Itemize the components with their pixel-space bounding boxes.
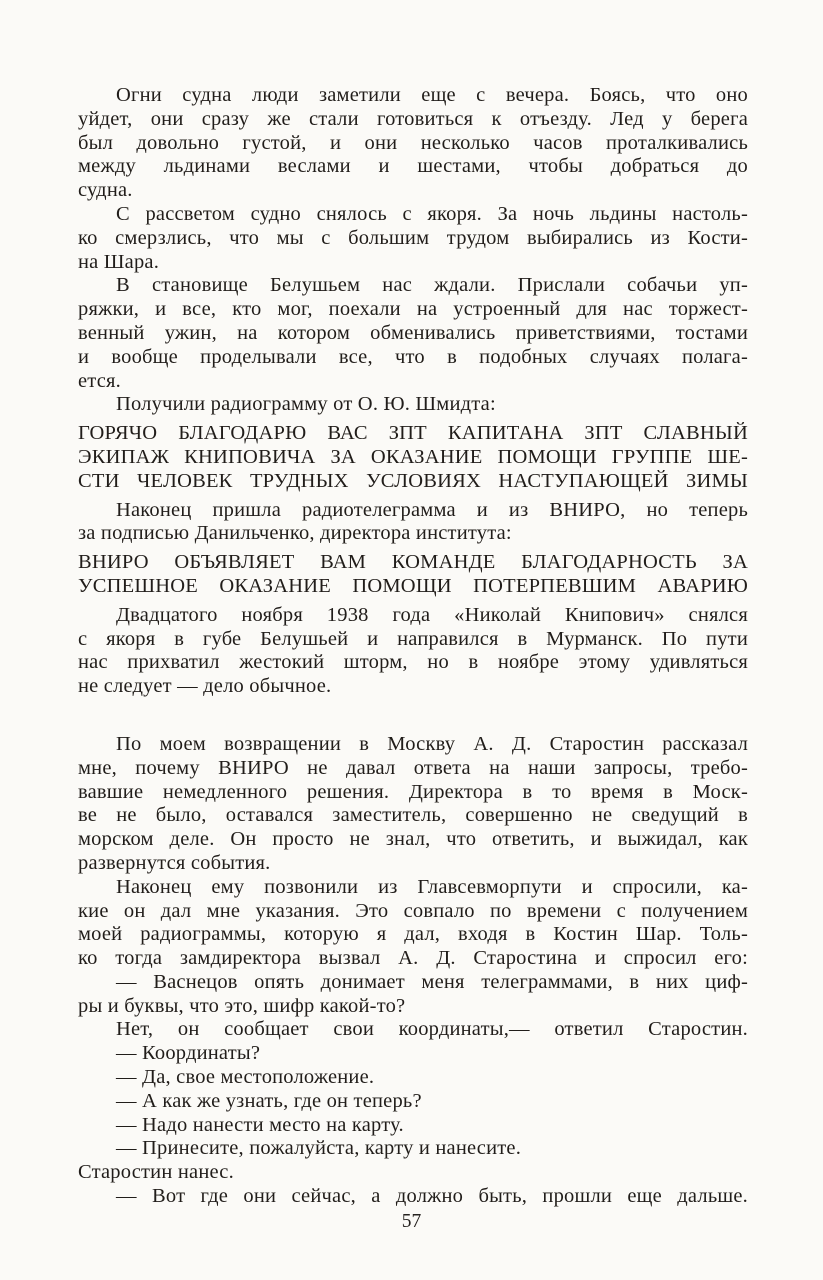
paragraph [78,203,748,274]
text-line: нас прихватил жестокий шторм, но в ноябре этому удивляться [78,651,748,674]
text-line: ве не было, оставался заместитель, совершенно не сведущий в [78,804,748,827]
paragraph [78,1018,748,1042]
text-line: вавшие немедленного решения. Директора в то время в Моск- [78,780,748,803]
paragraph [78,393,748,417]
page-number: 57 [401,1211,422,1232]
text-line: между льдинами веслами и шестами, чтобы добраться до [78,155,748,178]
text-line: и вообще проделывали все, что в подобных случаях полага- [78,345,748,368]
text-line: В становище Белушьем нас ждали. Прислали собачьи уп- [116,274,748,297]
text-line: уйдет, они сразу же стали готовиться к отъезду. Лед у берега [78,107,748,130]
text-line: венный ужин, на котором обменивались приветствиями, тостами [78,321,748,344]
text-line: ется. [78,369,121,392]
paragraph [78,1114,748,1138]
text-line: ко смерзлись, что мы с большим трудом выбирались из Кости- [78,226,748,249]
text-line: Двадцатого ноября 1938 года «Николай Книпович» снялся [116,603,748,626]
text-line: Огни судна люди заметили еще с вечера. Боясь, что оно [116,84,748,106]
paragraph [78,1185,748,1209]
paragraph [78,733,748,876]
paragraph [78,971,748,1019]
text-line: морском деле. Он просто не знал, что ответить, и выжидал, как [78,828,748,851]
text-line: ряжки, и все, кто мог, поехали на устроенный для нас торжест- [78,298,748,321]
text-line: ко тогда замдиректора вызвал А. Д. Старостина и спросил его: [78,947,748,970]
text-line: ЭКИПАЖ КНИПОВИЧА ЗА ОКАЗАНИЕ ПОМОЩИ ГРУППЕ ШЕ- [78,445,748,468]
paragraph [78,84,748,203]
telegram-block [78,422,748,493]
text-line: По моем возвращении в Москву А. Д. Старостин рассказал [116,732,748,755]
paragraph [78,876,748,971]
text-line: — Вот где они сейчас, а должно быть, прошли еще дальше. [116,1185,748,1208]
paragraph [78,604,748,699]
text-line: не следует — дело обычное. [78,675,332,698]
text-line: ры и буквы, что это, шифр какой-то? [78,994,406,1017]
text-line: ГОРЯЧО БЛАГОДАРЮ ВАС ЗПТ КАПИТАНА ЗПТ СЛАВНЫЙ [78,422,748,445]
text-line: с якоря в губе Белушьей и направился в Мурманск. По пути [78,627,748,650]
text-line: УСПЕШНОЕ ОКАЗАНИЕ ПОМОЩИ ПОТЕРПЕВШИМ АВАРИЮ [78,574,748,597]
paragraph [78,1161,748,1185]
text-line: судна. [78,179,133,202]
text-line: Старостин нанес. [78,1161,234,1184]
text-column [78,84,748,1209]
text-line: кие он дал мне указания. Это совпало по времени с получением [78,899,748,922]
text-line: Наконец ему позвонили из Главсевморпути и спросили, ка- [116,875,748,898]
paragraph [78,1137,748,1161]
text-line: — Принесите, пожалуйста, карту и нанесите. [116,1137,522,1160]
text-line: Наконец пришла радиотелеграмма и из ВНИРО, но теперь [116,498,748,521]
text-line: за подписью Данильченко, директора института: [78,522,512,545]
text-line: Нет, он сообщает свои координаты,— ответил Старостин. [116,1018,748,1041]
text-line: С рассветом судно снялось с якоря. За ночь льдины настоль- [116,202,748,225]
paragraph [78,274,748,393]
telegram-block [78,551,748,599]
text-line: был довольно густой, и они несколько часов проталкивались [78,131,748,154]
paragraph [78,1042,748,1066]
text-line: мне, почему ВНИРО не давал ответа на наши запросы, требо- [78,756,748,779]
text-line: — Да, свое местоположение. [116,1066,375,1089]
paragraph [78,499,748,547]
text-line: — Координаты? [116,1042,261,1065]
text-line: на Шара. [78,250,160,273]
text-line: — Надо нанести место на карту. [116,1113,404,1136]
paragraph [78,1090,748,1114]
text-line: — А как же узнать, где он теперь? [116,1089,422,1112]
text-line: моей радиограммы, которую я дал, входя в Костин Шар. Толь- [78,923,748,946]
text-line: развернутся события. [78,851,271,874]
text-line: Получили радиограмму от О. Ю. Шмидта: [116,393,496,416]
text-line: — Васнецов опять донимает меня телеграммами, в них циф- [116,970,748,993]
paragraph [78,1066,748,1090]
text-line: СТИ ЧЕЛОВЕК ТРУДНЫХ УСЛОВИЯХ НАСТУПАЮЩЕЙ ЗИМЫ [78,469,748,492]
text-line: ВНИРО ОБЪЯВЛЯЕТ ВАМ КОМАНДЕ БЛАГОДАРНОСТЬ ЗА [78,551,748,574]
